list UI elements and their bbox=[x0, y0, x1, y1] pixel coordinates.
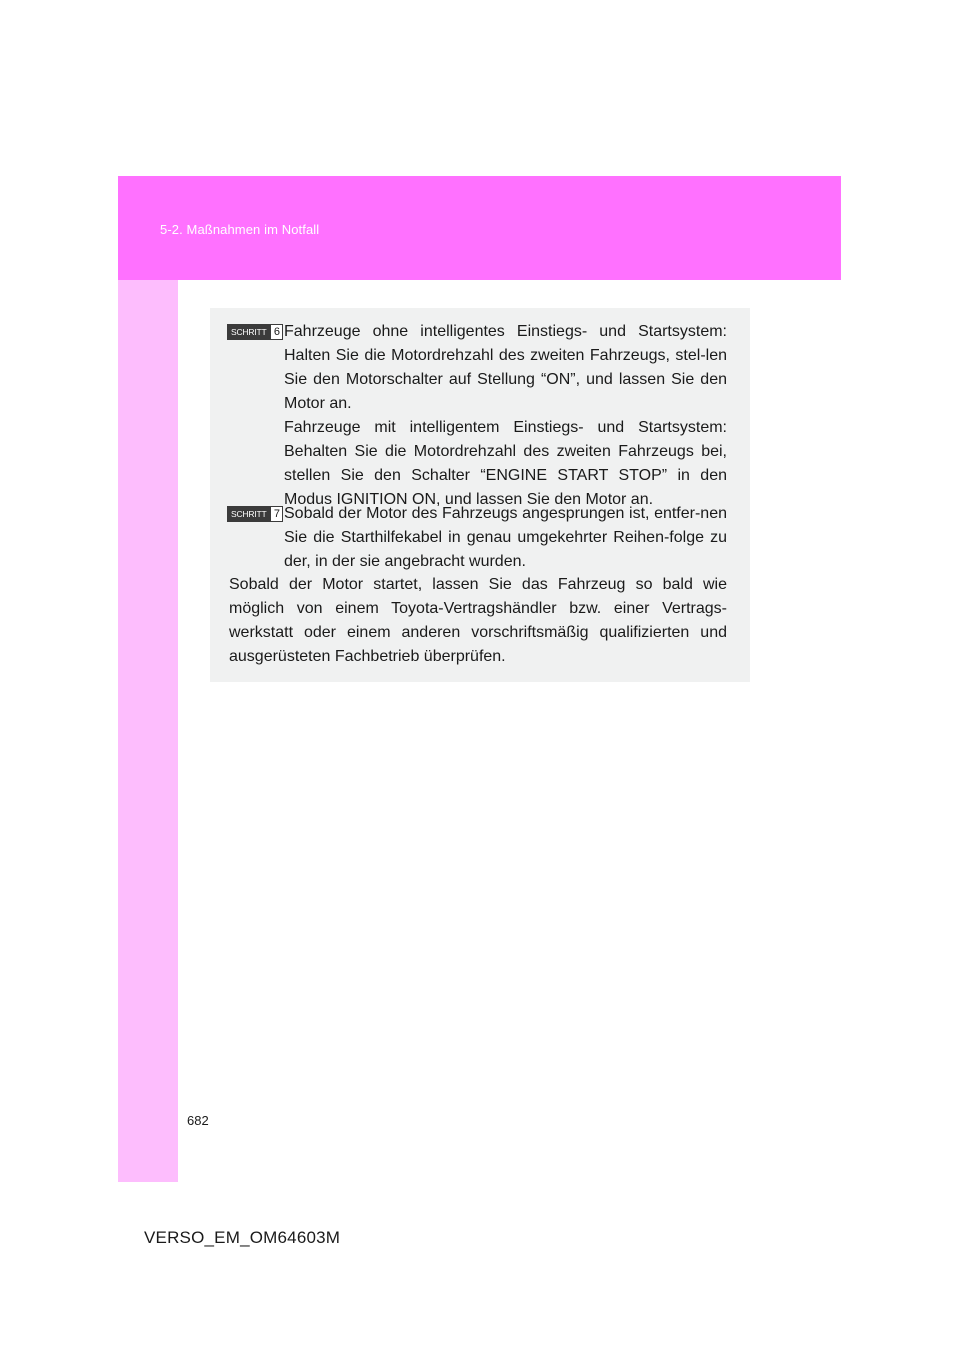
closing-paragraph: Sobald der Motor startet, lassen Sie das Fahrzeug so bald wie möglich von einem Toyota-Vertragshändler bzw. einer Vertrags-werkstatt oder einem anderen vorschriftsmäßig qualifizierten und ausgerüsteten Fachbetrieb überprüfen. bbox=[229, 576, 727, 665]
page-side-band bbox=[118, 280, 178, 1182]
step-badge bbox=[227, 506, 283, 522]
section-title: 5-2. Maßnahmen im Notfall bbox=[160, 222, 320, 237]
step-paragraph: Fahrzeuge mit intelligentem Einstiegs- und Startsystem: Behalten Sie die Motordrehzahl des zweiten Fahrzeugs bei, stellen Sie den Schalter “ENGINE START STOP” in den Modus IGNITION ON, und lassen Sie den Motor an. bbox=[284, 419, 727, 508]
step-badge-label: SCHRITT bbox=[227, 506, 270, 522]
step-number: 7 bbox=[270, 506, 283, 522]
closing-note bbox=[229, 573, 727, 669]
step-paragraph: Fahrzeuge ohne intelligentes Einstiegs- und Startsystem: Halten Sie die Motordrehzahl des zweiten Fahrzeugs, stel-len Sie den Motorschalter auf Stellung “ON”, und lassen Sie den Motor an. bbox=[284, 323, 727, 412]
step-number: 6 bbox=[270, 324, 283, 340]
instruction-box bbox=[210, 308, 750, 682]
step-7 bbox=[227, 502, 727, 574]
step-6 bbox=[227, 320, 727, 512]
step-text bbox=[284, 320, 727, 512]
step-badge bbox=[227, 324, 283, 340]
page-number: 682 bbox=[187, 1113, 209, 1128]
step-badge-label: SCHRITT bbox=[227, 324, 270, 340]
step-text bbox=[284, 502, 727, 574]
step-paragraph: Sobald der Motor des Fahrzeugs angesprungen ist, entfer-nen Sie die Starthilfekabel in genau umgekehrter Reihen-folge zu der, in der sie angebracht wurden. bbox=[284, 505, 727, 570]
document-code: VERSO_EM_OM64603M bbox=[144, 1228, 341, 1247]
